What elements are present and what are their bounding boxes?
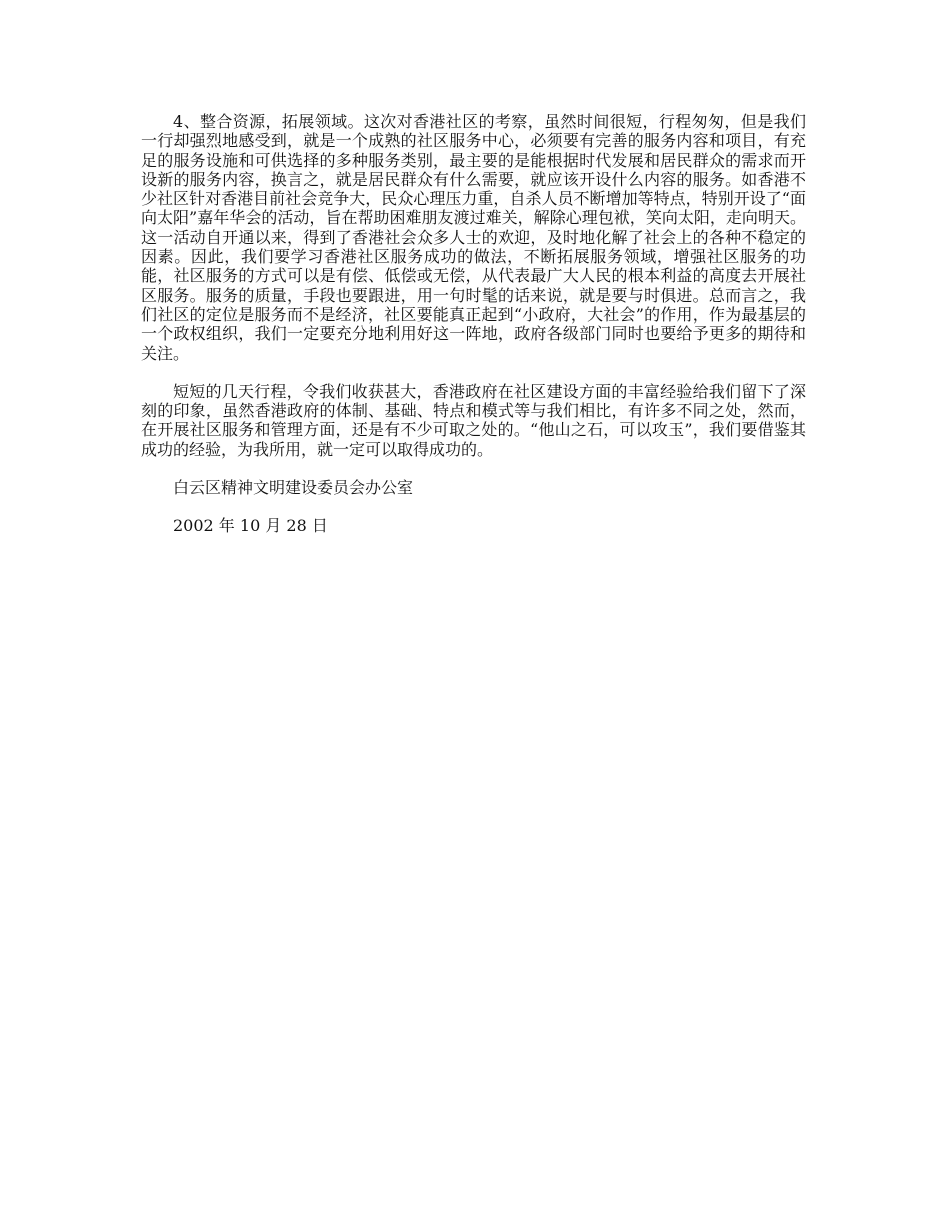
paragraph-conclusion: 短短的几天行程，令我们收获甚大，香港政府在社区建设方面的丰富经验给我们留下了深刻的印象，虽然香港政府的体制、基础、特点和模式等与我们相比，有许多不同之处，然而，在开展社区服务和管理方面，还是有不少可取之处的。“他山之石，可以攻玉”，我们要借鉴其成功的经验，为我所用，就一定可以取得成功的。	[141, 381, 806, 459]
paragraph-integrate-resources: 4、整合资源，拓展领域。这次对香港社区的考察，虽然时间很短，行程匆匆，但是我们一行却强烈地感受到，就是一个成熟的社区服务中心，必须要有完善的服务内容和项目，有充足的服务设施和可供选择的多种服务类别，最主要的是能根据时代发展和居民群众的需求而开设新的服务内容，换言之，就是居民群众有什么需要，就应该开设什么内容的服务。如香港不少社区针对香港目前社会竞争大，民众心理压力重，自杀人员不断增加等特点，特别开设了“面向太阳”嘉年华会的活动，旨在帮助困难朋友渡过难关，解除心理包袱，笑向太阳，走向明天。这一活动自开通以来，得到了香港社会众多人士的欢迎，及时地化解了社会上的各种不稳定的因素。因此，我们要学习香港社区服务成功的做法，不断拓展服务领域，增强社区服务的功能，社区服务的方式可以是有偿、低偿或无偿，从代表最广大人民的根本利益的高度去开展社区服务。服务的质量，手段也要跟进，用一句时髦的话来说，就是要与时俱进。总而言之，我们社区的定位是服务而不是经济，社区要能真正起到“小政府，大社会”的作用，作为最基层的一个政权组织，我们一定要充分地利用好这一阵地，政府各级部门同时也要给予更多的期待和关注。	[141, 112, 806, 363]
document-date: 2002 年 10 月 28 日	[173, 516, 328, 536]
document-body	[141, 112, 806, 536]
signature-office: 白云区精神文明建设委员会办公室	[173, 478, 414, 498]
